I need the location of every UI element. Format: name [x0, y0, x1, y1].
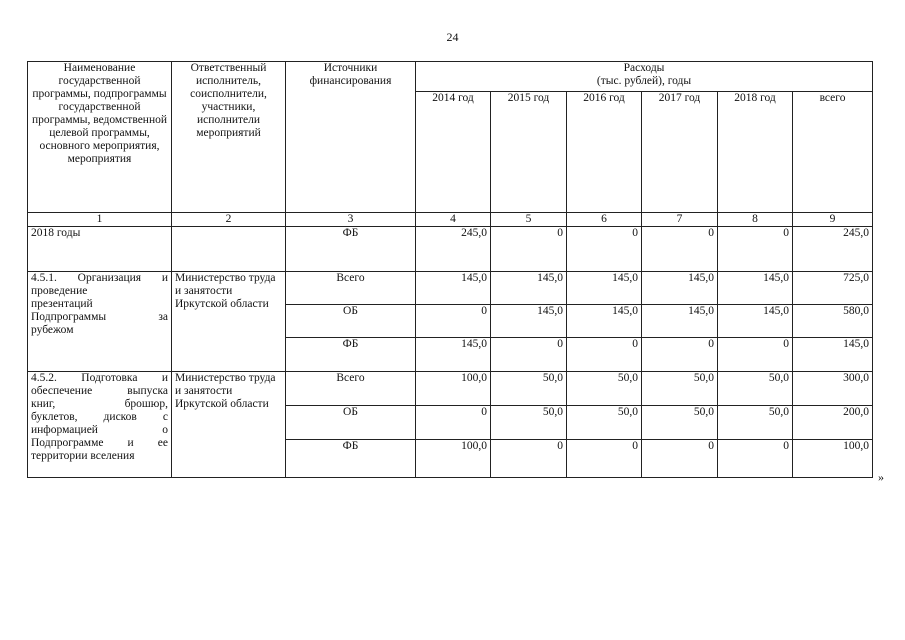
header-total: всего	[793, 92, 873, 213]
header-year: 2016 год	[567, 92, 642, 213]
program-name-line: презентаций	[31, 298, 93, 310]
value-cell: 50,0	[491, 406, 567, 440]
closing-quote: »	[878, 470, 884, 484]
funding-source: ФБ	[286, 227, 416, 272]
value-cell: 0	[567, 227, 642, 272]
value-cell: 145,0	[793, 338, 873, 372]
value-cell: 245,0	[793, 227, 873, 272]
program-name-line: обеспечение выпуска	[31, 385, 168, 397]
value-cell: 0	[718, 227, 793, 272]
value-cell: 0	[718, 338, 793, 372]
value-cell: 0	[642, 227, 718, 272]
program-name	[28, 272, 172, 372]
program-name-line: рубежом	[31, 324, 74, 336]
executor-cell: Министерство труда и занятости Иркутской области	[172, 272, 286, 372]
column-number: 1	[28, 213, 172, 227]
value-cell: 145,0	[567, 272, 642, 305]
value-cell: 300,0	[793, 372, 873, 406]
column-number: 3	[286, 213, 416, 227]
value-cell: 100,0	[416, 440, 491, 478]
value-cell: 245,0	[416, 227, 491, 272]
program-name-line: книг, брошюр,	[31, 398, 168, 410]
funding-source: ФБ	[286, 338, 416, 372]
value-cell: 0	[567, 440, 642, 478]
column-number: 7	[642, 213, 718, 227]
value-cell: 580,0	[793, 305, 873, 338]
value-cell: 100,0	[793, 440, 873, 478]
header-expenses	[416, 62, 873, 92]
funding-source: ОБ	[286, 406, 416, 440]
value-cell: 145,0	[567, 305, 642, 338]
value-cell: 145,0	[491, 305, 567, 338]
executor-cell: Министерство труда и занятости Иркутской области	[172, 372, 286, 478]
program-name-line: проведение	[31, 285, 88, 297]
program-name-line: буклетов, дисков с	[31, 411, 168, 423]
value-cell: 0	[416, 305, 491, 338]
header-program-name: Наименование государственной программы, подпрограммы государственной программы, ведомственной целевой программы, основного мероприятия, мероприятия	[28, 62, 172, 213]
value-cell: 50,0	[642, 406, 718, 440]
program-name-line: территории вселения	[31, 450, 135, 462]
table-row	[28, 272, 873, 305]
value-cell: 200,0	[793, 406, 873, 440]
column-number: 4	[416, 213, 491, 227]
value-cell: 145,0	[642, 305, 718, 338]
program-name-line: Подпрограмме и ее	[31, 437, 168, 449]
program-name-line: информацией о	[31, 424, 168, 436]
program-name-line: Подпрограммы за	[31, 311, 168, 323]
funding-source: ОБ	[286, 305, 416, 338]
value-cell: 145,0	[642, 272, 718, 305]
column-number: 2	[172, 213, 286, 227]
program-name	[28, 372, 172, 478]
executor-cell	[172, 227, 286, 272]
value-cell: 145,0	[718, 272, 793, 305]
program-name-line: 4.5.1. Организация и	[31, 272, 168, 284]
header-year: 2014 год	[416, 92, 491, 213]
table-row	[28, 372, 873, 406]
value-cell: 145,0	[416, 338, 491, 372]
value-cell: 100,0	[416, 372, 491, 406]
value-cell: 50,0	[718, 406, 793, 440]
header-year: 2018 год	[718, 92, 793, 213]
value-cell: 145,0	[416, 272, 491, 305]
value-cell: 0	[416, 406, 491, 440]
value-cell: 0	[567, 338, 642, 372]
value-cell: 0	[642, 440, 718, 478]
value-cell: 50,0	[567, 406, 642, 440]
column-number: 9	[793, 213, 873, 227]
program-name-line: 4.5.2. Подготовка и	[31, 372, 168, 384]
funding-source: Всего	[286, 272, 416, 305]
funding-source: Всего	[286, 372, 416, 406]
table-row	[28, 227, 873, 272]
program-name: 2018 годы	[28, 227, 172, 272]
value-cell: 725,0	[793, 272, 873, 305]
value-cell: 0	[642, 338, 718, 372]
value-cell: 50,0	[642, 372, 718, 406]
page-number: 24	[446, 30, 459, 44]
value-cell: 145,0	[491, 272, 567, 305]
value-cell: 50,0	[567, 372, 642, 406]
value-cell: 50,0	[718, 372, 793, 406]
column-number: 5	[491, 213, 567, 227]
value-cell: 0	[718, 440, 793, 478]
header-year: 2017 год	[642, 92, 718, 213]
value-cell: 0	[491, 227, 567, 272]
header-year: 2015 год	[491, 92, 567, 213]
value-cell: 50,0	[491, 372, 567, 406]
header-expenses-units: (тыс. рублей), годы	[596, 75, 692, 87]
column-number: 6	[567, 213, 642, 227]
column-number: 8	[718, 213, 793, 227]
value-cell: 145,0	[718, 305, 793, 338]
value-cell: 0	[491, 440, 567, 478]
funding-source: ФБ	[286, 440, 416, 478]
expenses-table	[27, 61, 873, 478]
value-cell: 0	[491, 338, 567, 372]
header-executor: Ответственный исполнитель, соисполнители, участники, исполнители мероприятий	[172, 62, 286, 213]
header-expenses-title: Расходы	[623, 62, 665, 74]
header-funding-source: Источники финансирования	[286, 62, 416, 213]
